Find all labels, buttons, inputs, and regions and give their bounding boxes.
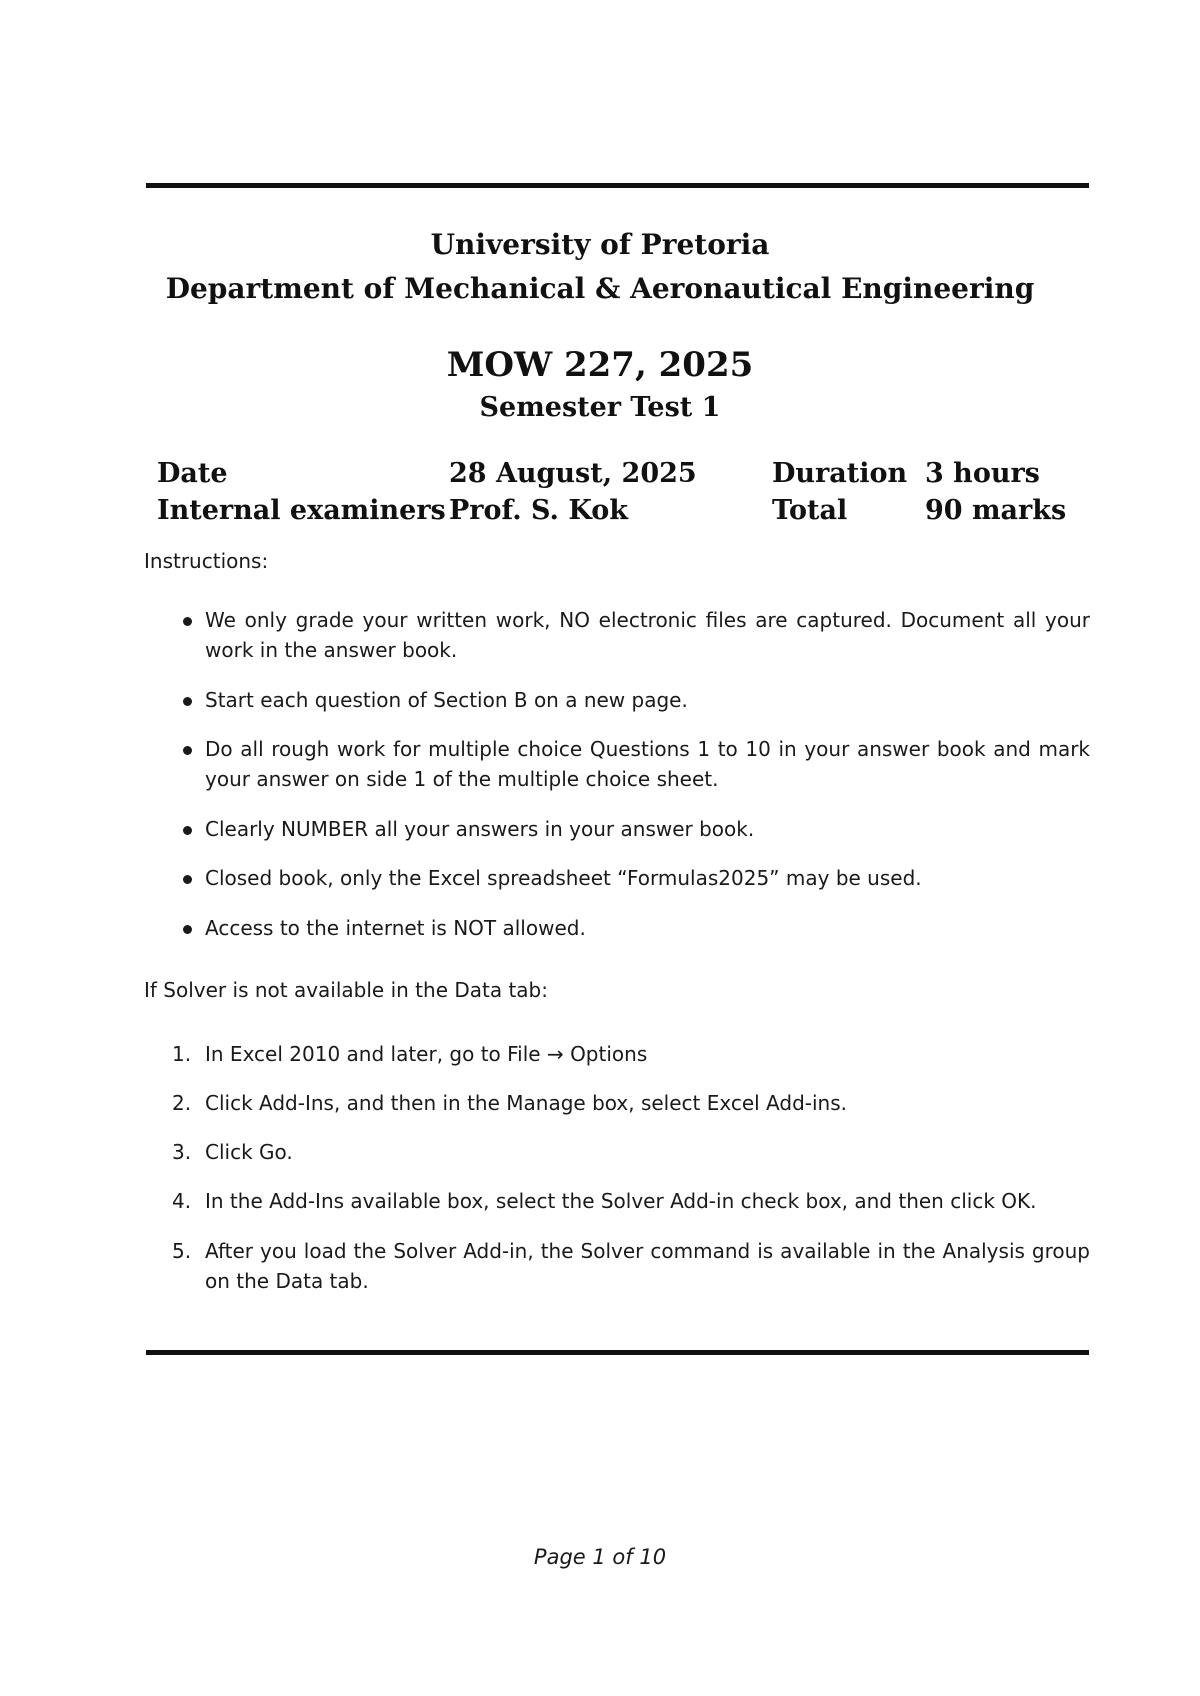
examiners-value: Prof. S. Kok	[449, 495, 628, 526]
top-rule	[146, 183, 1089, 188]
step-number: 4.	[172, 1189, 192, 1213]
bullet-icon	[183, 697, 192, 706]
step-number: 5.	[172, 1239, 192, 1263]
solver-step: Click Go.	[205, 1140, 293, 1164]
bullet-icon	[183, 617, 192, 626]
instruction-item: Do all rough work for multiple choice Questions 1 to 10 in your answer book and mark your answer on side 1 of the multiple choice sheet.	[205, 737, 1090, 791]
instruction-item: Closed book, only the Excel spreadsheet “Formulas2025” may be used.	[205, 866, 922, 890]
instruction-item: Clearly NUMBER all your answers in your answer book.	[205, 817, 755, 841]
bullet-icon	[183, 875, 192, 884]
instruction-item: Access to the internet is NOT allowed.	[205, 916, 586, 940]
instructions-label: Instructions:	[144, 549, 269, 573]
page-number: Page 1 of 10	[533, 1545, 667, 1569]
bullet-icon	[183, 925, 192, 934]
total-label: Total	[772, 495, 848, 526]
date-label: Date	[157, 458, 228, 489]
examiners-label: Internal examiners	[157, 495, 446, 526]
step-number: 2.	[172, 1091, 192, 1115]
solver-step: In Excel 2010 and later, go to File → Options	[205, 1042, 648, 1066]
duration-value: 3 hours	[925, 458, 1040, 489]
date-value: 28 August, 2025	[449, 458, 697, 489]
bullet-icon	[183, 746, 192, 755]
instruction-item: We only grade your written work, NO electronic files are captured. Document all your work in the answer book.	[205, 608, 1090, 662]
solver-label: If Solver is not available in the Data tab:	[144, 978, 548, 1002]
duration-label: Duration	[772, 458, 908, 489]
total-value: 90 marks	[925, 495, 1067, 526]
department-title: Department of Mechanical & Aeronautical Engineering	[165, 272, 1035, 305]
solver-step: In the Add-Ins available box, select the Solver Add-in check box, and then click OK.	[205, 1189, 1037, 1213]
instruction-item: Start each question of Section B on a new page.	[205, 688, 688, 712]
university-title: University of Pretoria	[430, 228, 770, 261]
course-title: MOW 227, 2025	[446, 345, 754, 385]
solver-step: After you load the Solver Add-in, the Solver command is available in the Analysis group on the Data tab.	[205, 1239, 1090, 1293]
bullet-icon	[183, 826, 192, 835]
test-title: Semester Test 1	[479, 392, 721, 423]
solver-step: Click Add-Ins, and then in the Manage box, select Excel Add-ins.	[205, 1091, 848, 1115]
step-number: 1.	[172, 1042, 192, 1066]
bottom-rule	[146, 1350, 1089, 1355]
step-number: 3.	[172, 1140, 192, 1164]
